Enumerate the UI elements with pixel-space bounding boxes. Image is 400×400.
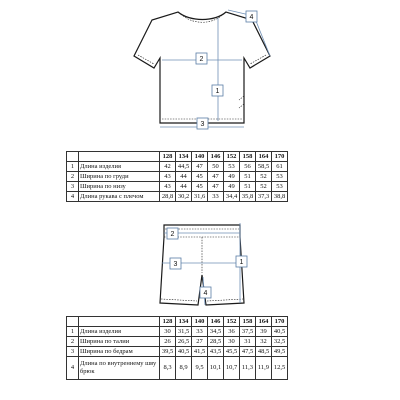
svg-text:3: 3 xyxy=(200,121,205,128)
svg-text:1: 1 xyxy=(215,88,220,95)
size-header: 164 xyxy=(256,317,272,327)
tshirt-marker-1 xyxy=(212,85,223,96)
svg-text:2: 2 xyxy=(199,56,204,63)
size-header: 152 xyxy=(224,152,240,162)
size-header: 170 xyxy=(272,152,288,162)
size-header: 134 xyxy=(176,317,192,327)
size-header: 128 xyxy=(160,152,176,162)
size-header: 146 xyxy=(208,152,224,162)
shorts-marker-1 xyxy=(236,256,247,267)
size-header: 128 xyxy=(160,317,176,327)
table-row: 2 Ширина по талии 26 26,5 27 28,5 30 31 32 32,5 xyxy=(67,337,288,347)
table-header-row xyxy=(67,152,288,162)
table-row: 4 Длина рукава с плечом 28,8 30,2 31,6 33 34,4 35,8 37,3 38,8 xyxy=(67,192,288,202)
table-row: 1 Длина изделия 30 31,5 33 34,5 36 37,5 39 40,5 xyxy=(67,327,288,337)
tshirt-size-table xyxy=(66,151,288,202)
shorts-marker-4 xyxy=(200,287,211,298)
svg-text:2: 2 xyxy=(170,231,175,238)
tshirt-marker-3 xyxy=(197,118,208,129)
tshirt-outline xyxy=(134,12,270,123)
shorts-size-table xyxy=(66,316,288,380)
svg-text:3: 3 xyxy=(173,261,178,268)
shorts-marker-3 xyxy=(170,258,181,269)
tshirt-diagram xyxy=(0,0,400,150)
shorts-marker-2 xyxy=(167,228,178,239)
size-header: 140 xyxy=(192,317,208,327)
size-header: 134 xyxy=(176,152,192,162)
table-row: 3 Ширина по бедрам 39,5 40,5 41,5 43,5 45,5 47,5 48,5 49,5 xyxy=(67,347,288,357)
tshirt-marker-2 xyxy=(196,53,207,64)
table-row: 3 Ширина по низу 43 44 45 47 49 51 52 53 xyxy=(67,182,288,192)
tshirt-marker-4 xyxy=(246,11,257,22)
shorts-diagram xyxy=(0,215,400,311)
size-header: 140 xyxy=(192,152,208,162)
svg-text:4: 4 xyxy=(203,290,208,297)
svg-text:1: 1 xyxy=(239,259,244,266)
size-header: 158 xyxy=(240,152,256,162)
table-row: 4 Длина по внутреннему шву брюк 8,3 8,9 9,5 10,1 10,7 11,3 11,9 12,5 xyxy=(67,357,288,380)
size-header: 164 xyxy=(256,152,272,162)
table-header-row xyxy=(67,317,288,327)
size-header: 170 xyxy=(272,317,288,327)
table-row: 2 Ширина по груди 43 44 45 47 49 51 52 53 xyxy=(67,172,288,182)
size-header: 146 xyxy=(208,317,224,327)
svg-text:4: 4 xyxy=(249,14,254,21)
size-header: 158 xyxy=(240,317,256,327)
table-row: 1 Длина изделия 42 44,5 47 50 53 56 58,5 61 xyxy=(67,162,288,172)
size-header: 152 xyxy=(224,317,240,327)
